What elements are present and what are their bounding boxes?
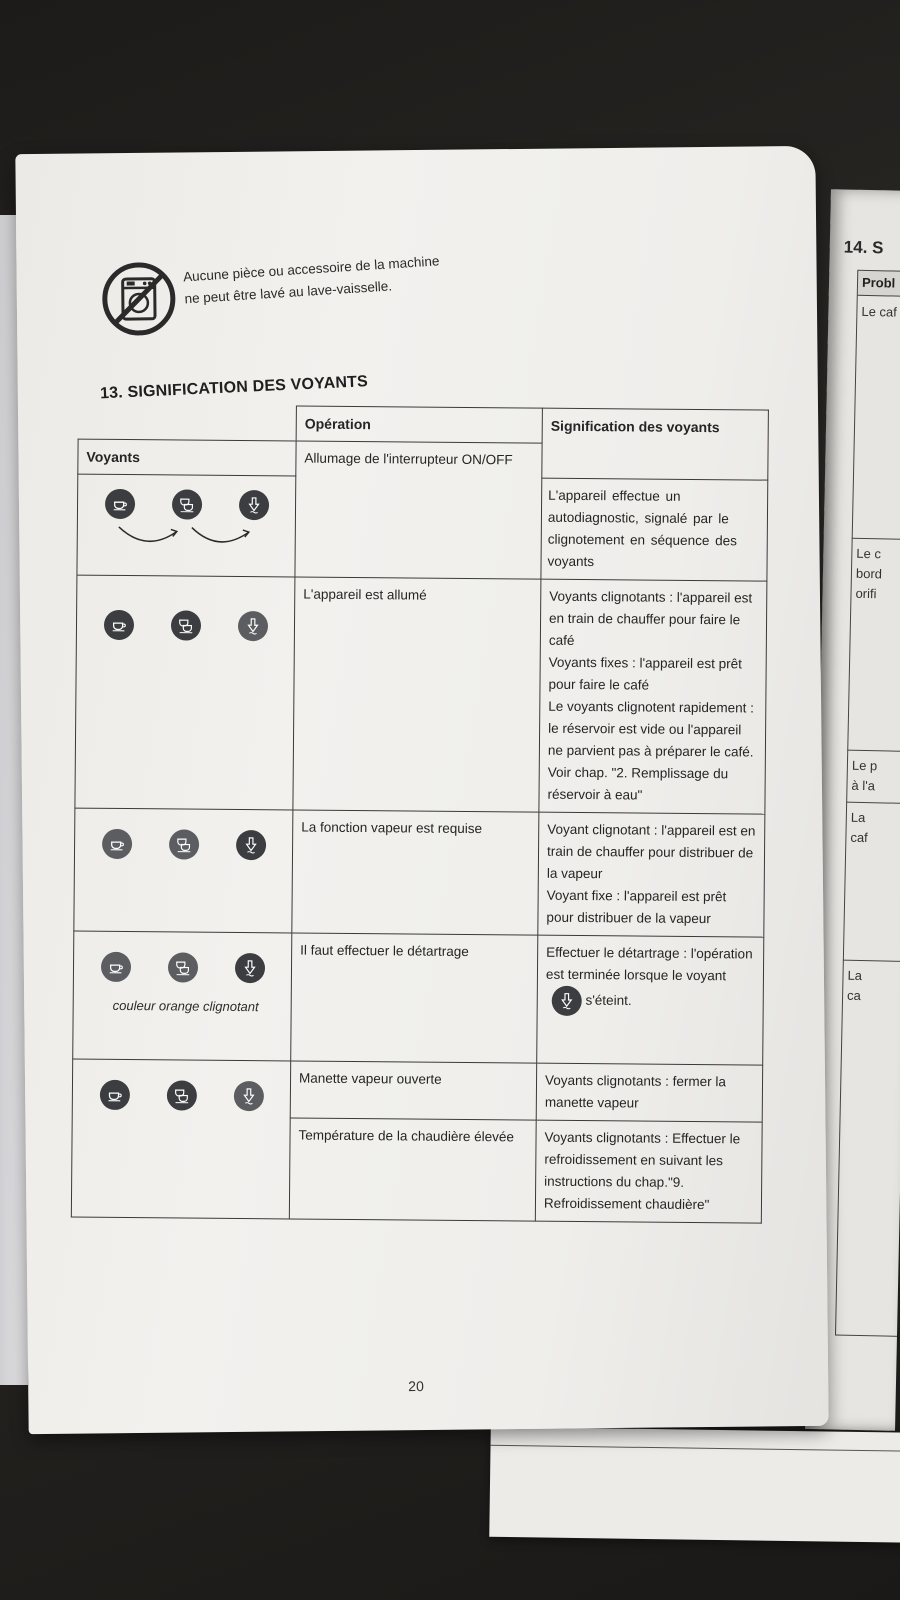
right-page-title: 14. S [843,237,884,258]
leds-group [83,815,284,861]
double-cup-icon [175,835,193,853]
signification-text: s'éteint. [585,992,632,1008]
operation-cell: La fonction vapeur est requise [292,810,539,935]
signification-cell [537,935,764,1065]
led-steam [237,611,267,641]
operation-cell: Température de la chaudière élevée [289,1118,536,1221]
table-row [72,1059,762,1122]
orange-blinking-note: couleur orange clignotant [112,997,259,1015]
led-coffee-double [170,610,200,640]
coffee-cup-icon [110,495,128,513]
steam-icon [239,1087,257,1105]
bottom-sheet [489,1427,900,1543]
right-page-cell: à l'a [851,777,876,794]
table-row [73,931,764,1065]
operation-cell: Manette vapeur ouverte [290,1061,536,1120]
led-steam [238,490,268,520]
manual-page [15,146,828,1434]
signification-text: Voyant fixe : l'appareil est prêt pour distribuer de la vapeur [546,887,727,927]
signification-text: Le voyants clignotent rapidement : le réservoir est vide ou l'appareil ne parvient pas à préparer le café. Voir chap. "2. Remplissage du réservoir à eau" [547,698,754,803]
steam-icon [244,496,262,514]
signification-text: Voyants clignotants : Effectuer le refroidissement en suivant les instructions du chap."9. Refroidissement chaudière" [543,1129,741,1213]
steam-icon [558,992,576,1010]
signification-cell [539,579,767,814]
right-page-cell: Le p [851,757,878,774]
leds-group [82,938,283,984]
signification-text: Voyants clignotants : fermer la manette vapeur [544,1072,726,1111]
steam-icon [240,959,258,977]
notice-text: Aucune pièce ou accessoire de la machine ne peut être lavé au lave-vaisselle. [182,253,440,307]
leds-group [85,582,286,642]
signification-cell [536,1063,762,1122]
operation-cell: Il faut effectuer le détartrage [291,933,538,1063]
right-page-cell: Le c [856,545,882,562]
leds-table-wrapper [71,404,768,1224]
leds-group [81,1066,282,1112]
double-cup-icon [172,1086,190,1104]
coffee-cup-icon [108,835,126,853]
operation-cell: L'appareil est allumé [293,577,541,812]
table-header-row-top [78,404,768,445]
leds-cell [77,474,296,577]
right-page-table [835,296,900,1337]
right-page-cell: caf [850,829,868,846]
leds-cell [75,575,295,810]
inline-steam-led [552,986,582,1016]
led-steam [233,1081,263,1111]
header-voyants: Voyants [78,439,296,476]
table-row [74,808,765,937]
section-title: 13. SIGNIFICATION DES VOYANTS [99,373,369,403]
sequence-arrows-icon [106,523,266,550]
led-steam [234,953,264,983]
right-page-cell: La [850,809,866,826]
right-page-cell: orifi [855,585,877,602]
operation-cell: Allumage de l'interrupteur ON/OFF [295,441,542,579]
led-coffee-single [100,952,130,982]
led-coffee-single [99,1080,129,1110]
signification-text: L'appareil effectue un autodiagnostic, signalé par le clignotement en séquence des voyants [547,487,737,570]
signification-cell [541,478,768,581]
right-page-cell: ca [846,987,862,1003]
right-page-cell: Le caf [861,303,898,320]
leds-cell [71,1059,290,1219]
coffee-cup-icon [105,1086,123,1104]
leds-cell [73,931,292,1061]
table-row [75,575,767,814]
signification-text: Voyants fixes : l'appareil est prêt pour faire le café [548,654,742,693]
header-signification: Signification des voyants [542,408,769,480]
double-cup-icon [176,616,194,634]
leds-table [71,404,769,1224]
header-operation: Opération [296,406,542,443]
led-coffee-double [171,489,201,519]
coffee-cup-icon [109,616,127,634]
right-page-cell: bord [855,565,883,582]
led-coffee-single [104,489,134,519]
led-coffee-single [103,610,133,640]
steam-icon [243,617,261,635]
led-steam [235,830,265,860]
signification-text: Voyants clignotants : l'appareil est en train de chauffer pour faire le café [548,588,753,648]
page-number: 20 [408,1378,424,1395]
coffee-cup-icon [106,958,124,976]
signification-text: Voyant clignotant : l'appareil est en train de chauffer pour distribuer de la vapeur [546,821,756,882]
no-dishwasher-icon [100,261,177,338]
right-page-header: Probl [857,270,900,297]
bottom-sheet-rule [491,1445,900,1452]
right-page-cell: La [847,967,863,984]
led-coffee-double [166,1080,196,1110]
double-cup-icon [173,958,191,976]
led-coffee-single [101,829,131,859]
header-spacer [78,404,296,441]
leds-group [86,481,287,521]
double-cup-icon [177,495,195,513]
signification-text: Effectuer le détartrage : l'opération est terminée lorsque le voyant [545,944,753,984]
led-coffee-double [167,952,197,982]
leds-cell [74,808,293,933]
steam-icon [242,836,260,854]
led-coffee-double [168,829,198,859]
signification-cell [535,1120,762,1223]
signification-cell [538,812,765,937]
